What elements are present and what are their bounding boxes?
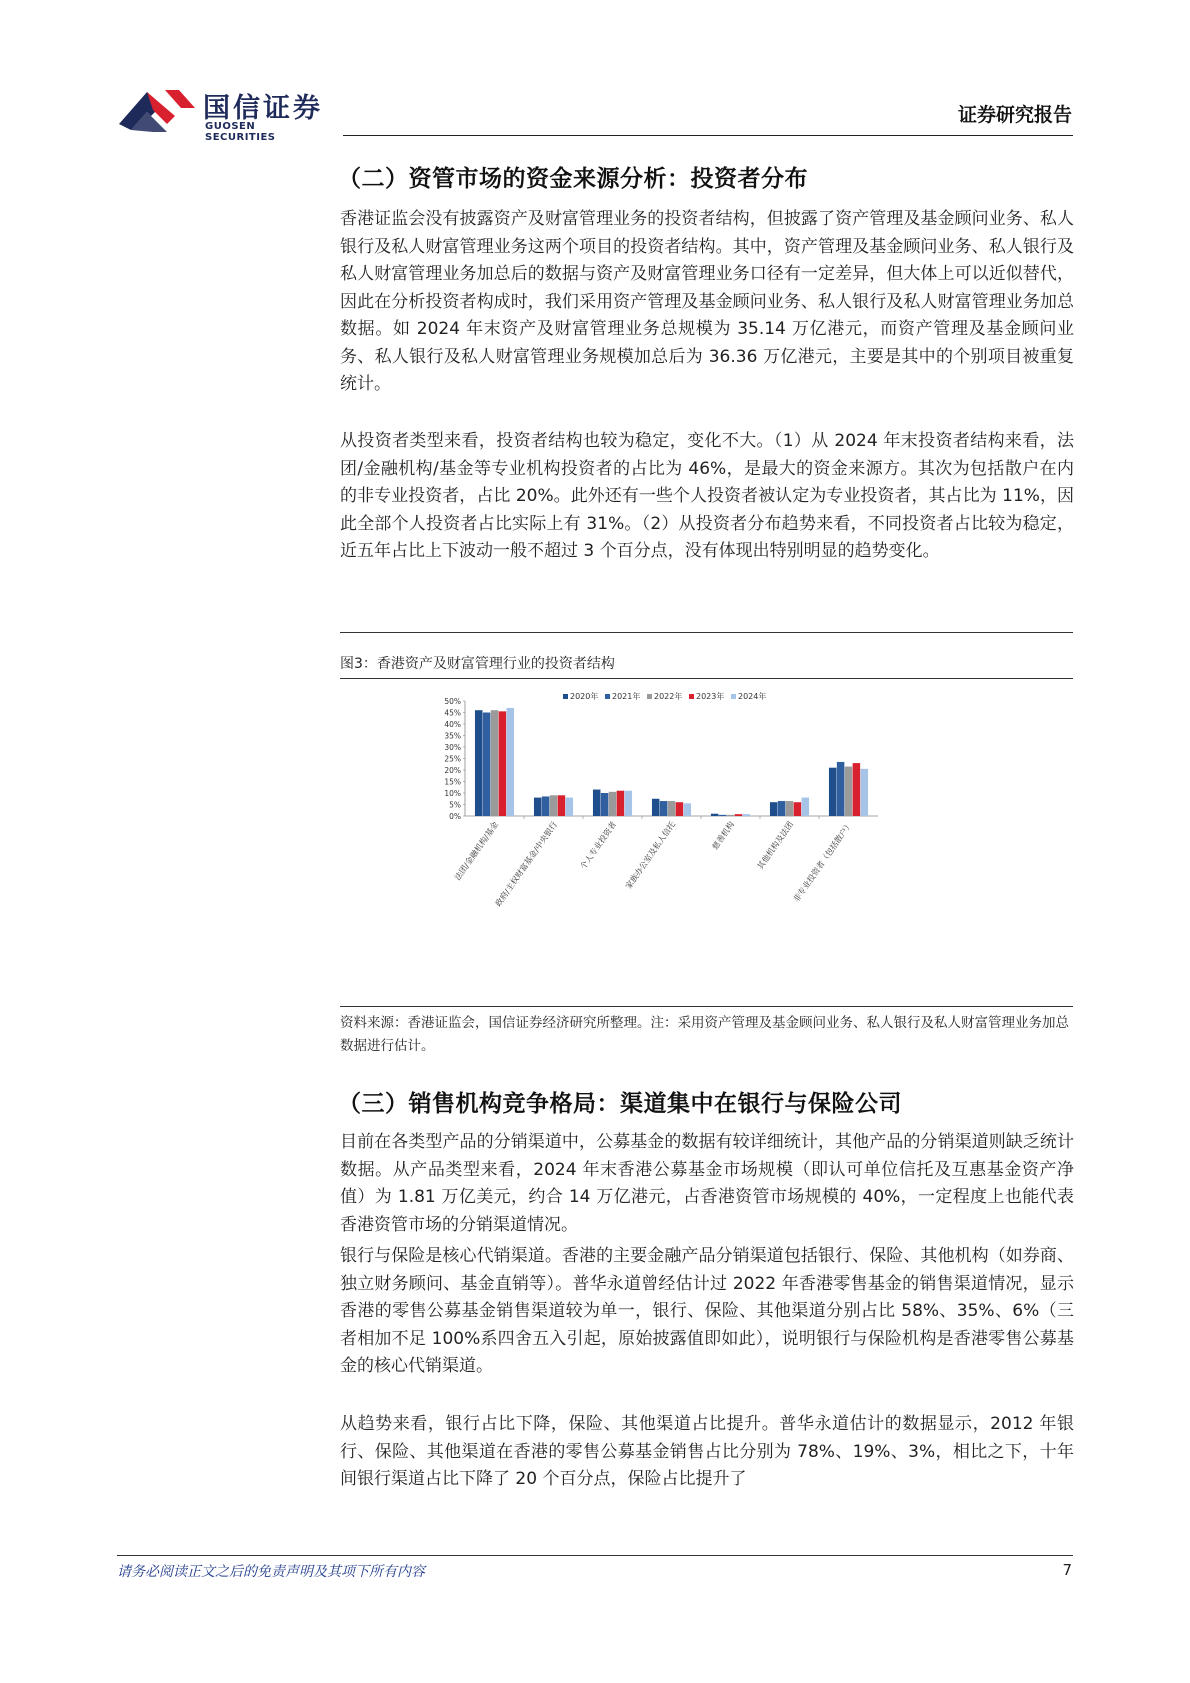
figure-source-note: 资料来源：香港证监会，国信证券经济研究所整理。注：采用资产管理及基金顾问业务、私人银行及私人财富管理业务加总数据进行估计。 — [340, 1015, 1069, 1054]
report-type-label: 证券研究报告 — [957, 104, 1072, 126]
logo-chinese-name: 国信证券 — [203, 93, 323, 124]
paragraph: 银行与保险是核心代销渠道。香港的主要金融产品分销渠道包括银行、保险、其他机构（如券商、独立财务顾问、基金直销等）。普华永道曾经估计过 2022 年香港零售基金的销售渠道情况，显示香港的零售公募基金销售渠道较为单一，银行、保险、其他渠道分别占比 58%、35%、6%（三者相加不足 100%系四舍五入引起，原始披露值即如此），说明银行与保险机构是香港零售公募基金的核心代销渠道。 — [340, 1246, 1074, 1376]
y-tick-label: 10% — [444, 789, 461, 798]
page-number: 7 — [1062, 1561, 1072, 1579]
paragraph: 目前在各类型产品的分销渠道中，公募基金的数据有较详细统计，其他产品的分销渠道则缺乏统计数据。从产品类型来看，2024 年末香港公募基金市场规模（即认可单位信托及互惠基金资产净值）为 1.81 万亿美元，约合 14 万亿港元，占香港资管市场规模的 40%，一定程度上也能代表香港资管市场的分销渠道情况。 — [340, 1132, 1074, 1235]
y-tick-label: 40% — [444, 720, 461, 729]
bar — [719, 815, 727, 816]
guosen-logo-icon — [117, 86, 201, 138]
y-tick-label: 45% — [444, 708, 461, 718]
legend-label: 2020年 — [570, 692, 599, 701]
bar — [837, 762, 845, 816]
figure-bottom-rule — [340, 1006, 1073, 1007]
y-tick-label: 50% — [444, 697, 461, 706]
bar — [711, 814, 719, 816]
section-title-investor-distribution: （二）资管市场的资金来源分析：投资者分布 — [338, 166, 808, 192]
legend-swatch — [605, 694, 610, 699]
bar — [794, 802, 802, 816]
bar — [558, 795, 566, 816]
bar — [625, 791, 633, 816]
bar — [652, 799, 660, 816]
bar — [676, 802, 684, 816]
figure-title-rule — [340, 678, 1073, 679]
y-tick-label: 30% — [444, 743, 461, 752]
legend-label: 2022年 — [654, 692, 683, 701]
header-divider — [343, 135, 1073, 136]
x-tick-label: 政府/主权财富基金/中央银行 — [493, 819, 560, 909]
section-title-sales-channels: （三）销售机构竞争格局：渠道集中在银行与保险公司 — [338, 1091, 902, 1117]
bar — [786, 801, 794, 816]
y-tick-label: 5% — [449, 800, 461, 810]
footer-disclaimer: 请务必阅读正文之后的免责声明及其项下所有内容 — [117, 1564, 425, 1580]
y-tick-label: 35% — [444, 731, 461, 741]
bar — [743, 814, 751, 816]
figure-title: 图3：香港资产及财富管理行业的投资者结构 — [340, 656, 615, 672]
x-tick-label: 家族办公室及私人信托 — [623, 819, 678, 891]
legend-label: 2023年 — [696, 692, 725, 701]
bar — [534, 798, 542, 816]
chart-svg — [340, 684, 1073, 1004]
bar — [845, 767, 853, 816]
investor-structure-chart — [340, 684, 1073, 1004]
bar — [829, 768, 837, 816]
bar — [601, 793, 609, 816]
bar — [609, 792, 617, 816]
bar — [617, 791, 625, 816]
x-tick-label: 法团/金融机构/基金 — [452, 819, 501, 882]
bar — [684, 803, 692, 816]
bar — [660, 801, 668, 816]
x-tick-label: 非专业投资者（包括散户） — [791, 819, 855, 904]
logo-english-name: GUOSEN SECURITIES — [205, 121, 276, 143]
bar — [727, 815, 735, 816]
page-header — [0, 0, 1190, 143]
figure-top-rule — [340, 632, 1073, 633]
legend-label: 2021年 — [612, 692, 641, 701]
y-tick-label: 25% — [444, 754, 461, 764]
bar — [802, 798, 810, 816]
paragraph: 香港证监会没有披露资产及财富管理业务的投资者结构，但披露了资产管理及基金顾问业务、私人银行及私人财富管理业务这两个项目的投资者结构。其中，资产管理及基金顾问业务、私人银行及私人财富管理业务加总后的数据与资产及财富管理业务口径有一定差异，但大体上可以近似替代，因此在分析投资者构成时，我们采用资产管理及基金顾问业务、私人银行及私人财富管理业务加总数据。如 2024 年末资产及财富管理业务总规模为 35.14 万亿港元，而资产管理及基金顾问业务、私人银行及私人财富管理业务规模加总后为 36.36 万亿港元，主要是其中的个别项目被重复统计。 — [340, 209, 1074, 394]
x-tick-label: 个人专业投资者 — [578, 819, 619, 872]
paragraph: 从趋势来看，银行占比下降，保险、其他渠道占比提升。普华永道估计的数据显示，2012 年银行、保险、其他渠道在香港的零售公募基金销售占比分别为 78%、19%、3%，相比之下，十年间银行渠道占比下降了 20 个百分点，保险占比提升了 — [340, 1414, 1074, 1489]
bar — [491, 710, 499, 816]
footer-divider — [117, 1555, 1073, 1556]
y-tick-label: 0% — [449, 812, 461, 821]
bar — [507, 708, 515, 816]
bar — [542, 796, 550, 816]
y-tick-label: 20% — [444, 766, 461, 775]
legend-label: 2024年 — [738, 692, 767, 701]
legend-swatch — [563, 694, 568, 699]
bar — [566, 798, 574, 816]
bar — [668, 801, 676, 816]
legend-swatch — [647, 694, 652, 699]
legend-swatch — [731, 694, 736, 699]
bar — [770, 802, 778, 816]
bar — [475, 710, 483, 816]
paragraph: 从投资者类型来看，投资者结构也较为稳定，变化不大。（1）从 2024 年末投资者结构来看，法团/金融机构/基金等专业机构投资者的占比为 46%，是最大的资金来源方。其次为包括散户在内的非专业投资者，占比 20%。此外还有一些个人投资者被认定为专业投资者，其占比为 11%，因此全部个人投资者占比实际上有 31%。（2）从投资者分布趋势来看，不同投资者占比较为稳定，近五年占比上下波动一般不超过 3 个百分点，没有体现出特别明显的趋势变化。 — [340, 431, 1074, 561]
bar — [735, 814, 743, 816]
bar — [861, 769, 869, 816]
y-tick-label: 15% — [444, 777, 461, 787]
bar — [483, 713, 491, 817]
bar — [593, 790, 601, 816]
bar — [499, 711, 507, 816]
guosen-logo — [117, 86, 327, 143]
bar — [778, 801, 786, 816]
x-tick-label: 其他机构及法团 — [755, 819, 796, 872]
bar — [853, 763, 861, 816]
x-tick-label: 慈善机构 — [710, 819, 737, 852]
bar — [550, 795, 558, 816]
legend-swatch — [689, 694, 694, 699]
